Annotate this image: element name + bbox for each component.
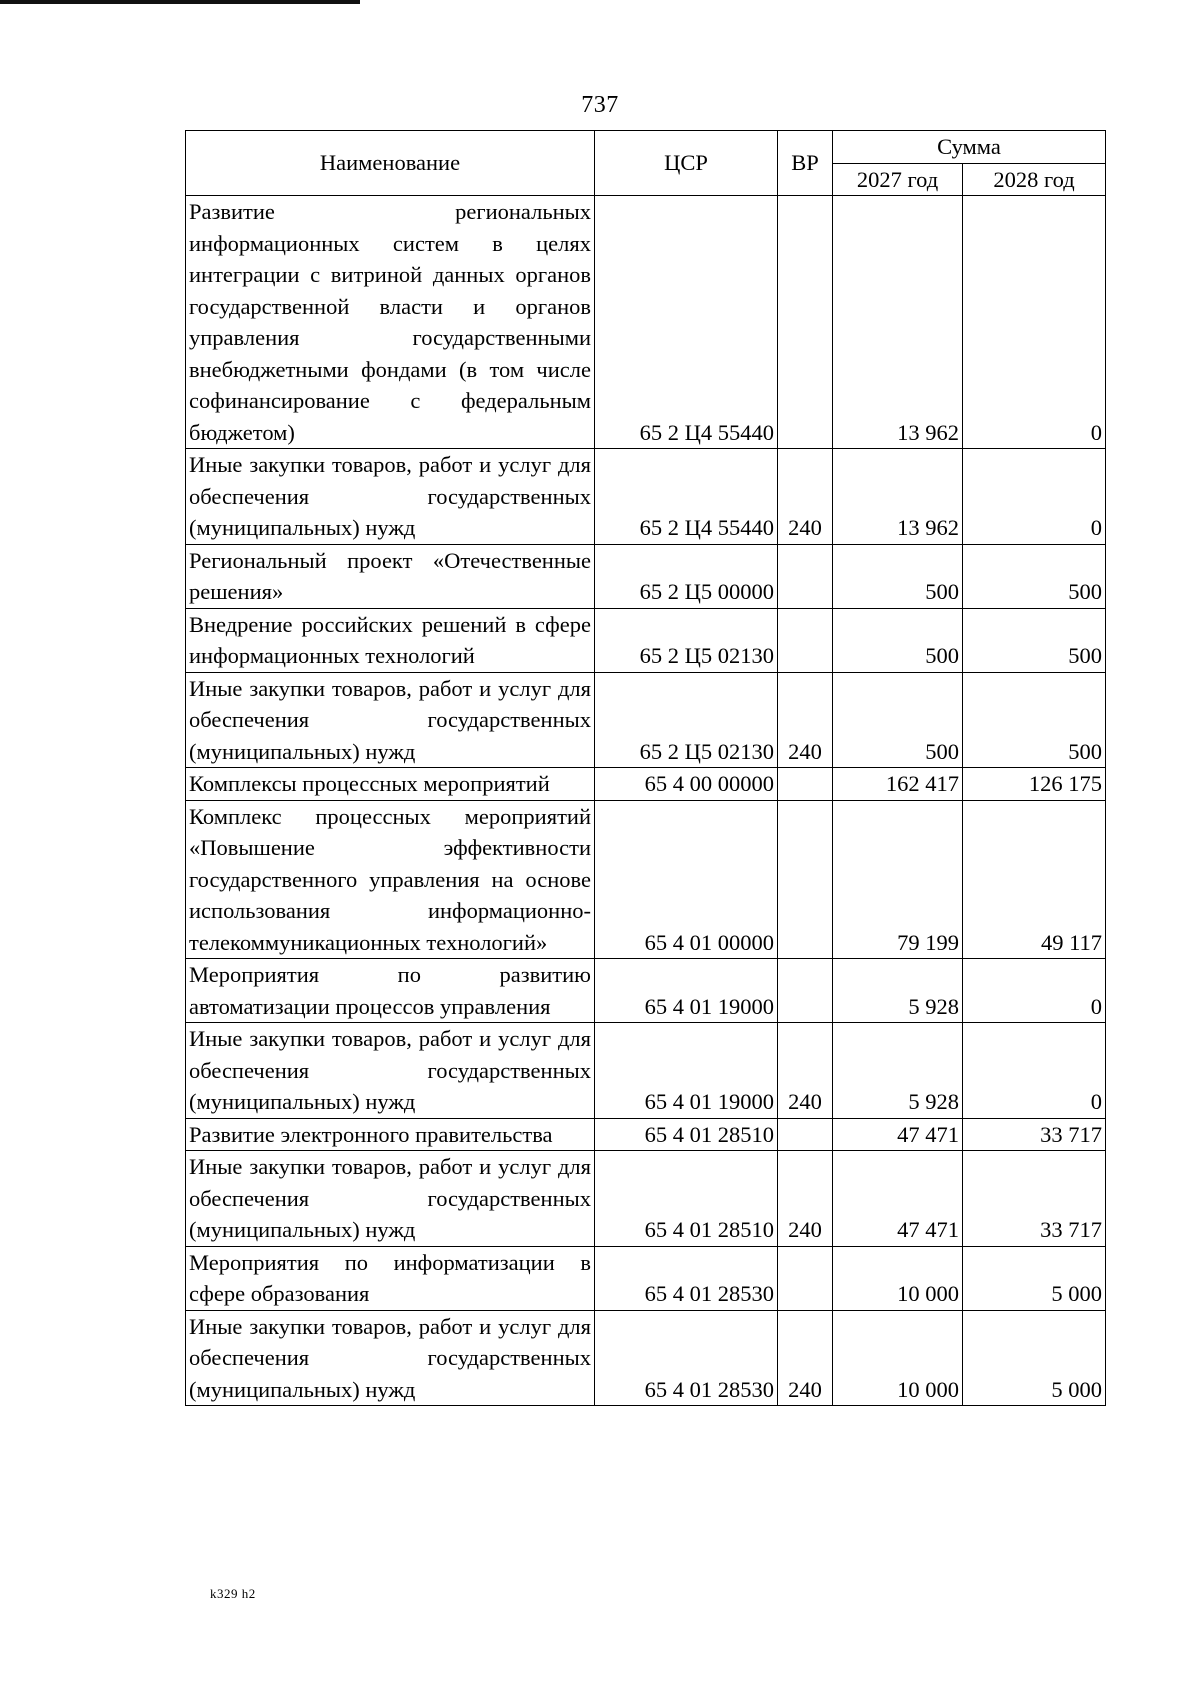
header-year-2028: 2028 год — [963, 163, 1106, 196]
row-name: Комплекс процессных мероприятий «Повышение эффективности государственного управления на основе использования информационно-телекоммуникационных технологий» — [186, 800, 595, 959]
row-name: Развитие региональных информационных систем в целях интеграции с витриной данных органов государственной власти и органов управления государственными внебюджетными фондами (в том числе софинансирование с федеральным бюджетом) — [186, 196, 595, 449]
row-csr: 65 4 01 28530 — [595, 1310, 778, 1406]
header-vr: ВР — [778, 131, 833, 196]
table-row — [186, 1118, 1106, 1151]
row-sum-2027: 10 000 — [833, 1310, 963, 1406]
row-name: Иные закупки товаров, работ и услуг для обеспечения государственных (муниципальных) нужд — [186, 1023, 595, 1119]
row-name: Иные закупки товаров, работ и услуг для обеспечения государственных (муниципальных) нужд — [186, 1151, 595, 1247]
header-name: Наименование — [186, 131, 595, 196]
row-sum-2028: 500 — [963, 672, 1106, 768]
row-vr — [778, 768, 833, 801]
row-sum-2027: 13 962 — [833, 196, 963, 449]
row-sum-2027: 162 417 — [833, 768, 963, 801]
row-name: Иные закупки товаров, работ и услуг для обеспечения государственных (муниципальных) нужд — [186, 672, 595, 768]
header-row-top — [186, 131, 1106, 164]
row-name: Внедрение российских решений в сфере информационных технологий — [186, 608, 595, 672]
row-vr: 240 — [778, 672, 833, 768]
table-row — [186, 672, 1106, 768]
row-sum-2028: 0 — [963, 449, 1106, 545]
row-vr — [778, 608, 833, 672]
row-vr — [778, 1246, 833, 1310]
row-csr: 65 4 01 28510 — [595, 1118, 778, 1151]
row-name: Развитие электронного правительства — [186, 1118, 595, 1151]
table-row — [186, 1023, 1106, 1119]
row-sum-2028: 5 000 — [963, 1246, 1106, 1310]
row-vr: 240 — [778, 1151, 833, 1247]
row-csr: 65 2 Ц4 55440 — [595, 196, 778, 449]
row-sum-2028: 0 — [963, 196, 1106, 449]
row-vr — [778, 544, 833, 608]
row-csr: 65 4 01 28530 — [595, 1246, 778, 1310]
row-sum-2027: 79 199 — [833, 800, 963, 959]
table-row — [186, 608, 1106, 672]
row-sum-2027: 47 471 — [833, 1151, 963, 1247]
row-sum-2027: 500 — [833, 672, 963, 768]
table-row — [186, 196, 1106, 449]
row-sum-2028: 49 117 — [963, 800, 1106, 959]
row-vr — [778, 1118, 833, 1151]
row-vr — [778, 800, 833, 959]
row-name: Региональный проект «Отечественные решения» — [186, 544, 595, 608]
table-row — [186, 449, 1106, 545]
budget-table — [185, 130, 1106, 1406]
row-csr: 65 2 Ц5 02130 — [595, 608, 778, 672]
row-name: Комплексы процессных мероприятий — [186, 768, 595, 801]
table-row — [186, 800, 1106, 959]
row-csr: 65 4 01 28510 — [595, 1151, 778, 1247]
table-row — [186, 959, 1106, 1023]
row-vr — [778, 959, 833, 1023]
table-header — [186, 131, 1106, 196]
row-name: Иные закупки товаров, работ и услуг для обеспечения государственных (муниципальных) нужд — [186, 1310, 595, 1406]
table-row — [186, 768, 1106, 801]
row-sum-2028: 33 717 — [963, 1118, 1106, 1151]
row-vr: 240 — [778, 1310, 833, 1406]
row-csr: 65 2 Ц4 55440 — [595, 449, 778, 545]
row-vr: 240 — [778, 1023, 833, 1119]
row-sum-2028: 33 717 — [963, 1151, 1106, 1247]
row-sum-2027: 47 471 — [833, 1118, 963, 1151]
row-csr: 65 4 01 19000 — [595, 959, 778, 1023]
row-sum-2027: 5 928 — [833, 959, 963, 1023]
row-csr: 65 2 Ц5 02130 — [595, 672, 778, 768]
row-vr: 240 — [778, 449, 833, 545]
table-row — [186, 544, 1106, 608]
row-sum-2028: 500 — [963, 608, 1106, 672]
footer-code: k329 h2 — [210, 1586, 256, 1601]
row-csr: 65 2 Ц5 00000 — [595, 544, 778, 608]
row-sum-2027: 500 — [833, 608, 963, 672]
row-name: Мероприятия по развитию автоматизации процессов управления — [186, 959, 595, 1023]
row-sum-2028: 5 000 — [963, 1310, 1106, 1406]
row-name: Иные закупки товаров, работ и услуг для обеспечения государственных (муниципальных) нужд — [186, 449, 595, 545]
row-csr: 65 4 01 00000 — [595, 800, 778, 959]
row-sum-2028: 126 175 — [963, 768, 1106, 801]
page-number: 737 — [581, 92, 619, 118]
header-csr: ЦСР — [595, 131, 778, 196]
table-row — [186, 1151, 1106, 1247]
header-year-2027: 2027 год — [833, 163, 963, 196]
row-sum-2027: 13 962 — [833, 449, 963, 545]
row-sum-2027: 10 000 — [833, 1246, 963, 1310]
row-csr: 65 4 01 19000 — [595, 1023, 778, 1119]
top-edge-rule — [0, 0, 360, 4]
row-sum-2027: 5 928 — [833, 1023, 963, 1119]
table-row — [186, 1310, 1106, 1406]
row-sum-2028: 500 — [963, 544, 1106, 608]
row-vr — [778, 196, 833, 449]
row-csr: 65 4 00 00000 — [595, 768, 778, 801]
row-sum-2028: 0 — [963, 959, 1106, 1023]
row-sum-2028: 0 — [963, 1023, 1106, 1119]
row-sum-2027: 500 — [833, 544, 963, 608]
table-row — [186, 1246, 1106, 1310]
row-name: Мероприятия по информатизации в сфере образования — [186, 1246, 595, 1310]
header-sum: Сумма — [833, 131, 1106, 164]
table-body — [186, 196, 1106, 1406]
